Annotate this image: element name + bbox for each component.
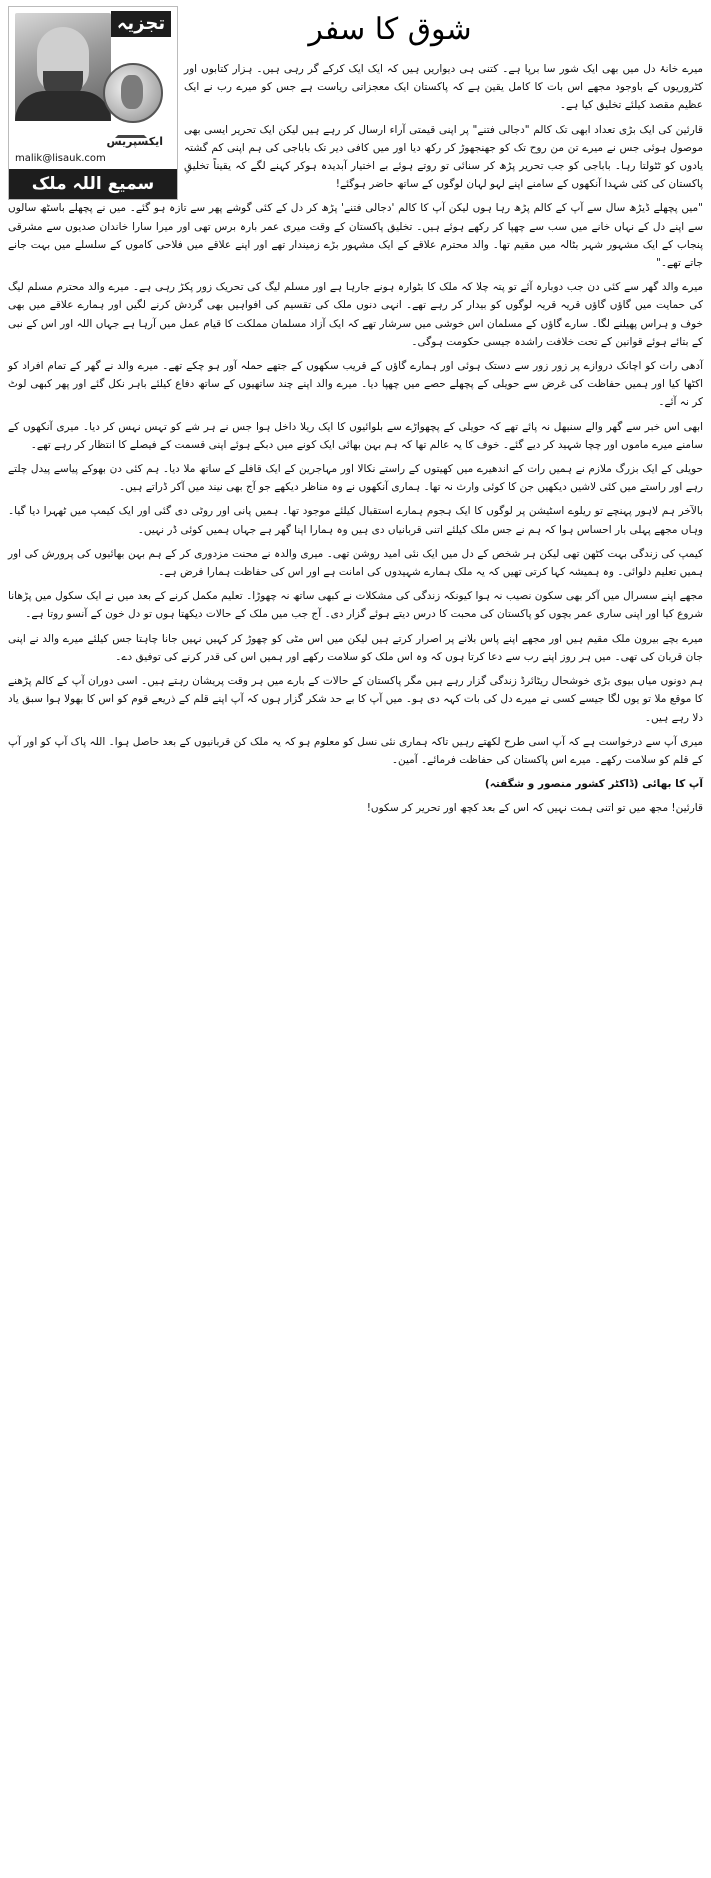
paragraph: میری آپ سے درخواست ہے کہ آپ اسی طرح لکھتے رہیں تاکہ ہماری نئی نسل کو معلوم ہو کہ یہ ملک کن قربانیوں کے بعد حاصل ہوا۔ اللہ پاک آپ کو اور آپ کے قلم کو سلامت رکھے۔ میرے اس پاکستان کی حفاظت فرمائے۔ آمین۔ <box>8 735 703 766</box>
paragraph: حویلی کے ایک بزرگ ملازم نے ہمیں رات کے اندھیرے میں کھیتوں کے راستے نکالا اور مہاجرین کے ایک قافلے کے ساتھ ملا دیا۔ ہم کئی دن بھوکے پیاسے پیدل چلتے رہے اور راستے میں کئی لاشیں دیکھیں جن کا کوئی وارث نہ تھا۔ ہماری آنکھوں نے وہ مناظر دیکھے جو آج بھی نیند میں آکر ڈراتے ہیں۔ <box>8 463 703 494</box>
article-title: شوق کا سفر <box>308 12 472 47</box>
paragraph: مجھے اپنے سسرال میں آکر بھی سکون نصیب نہ ہوا کیونکہ زندگی کی مشکلات نے کبھی ساتھ نہ چھوڑا۔ تعلیم مکمل کرنے کے بعد میں نے ایک سکول میں پڑھانا شروع کیا اور اپنی ساری عمر بچوں کو پاکستان کی محبت کا درس دیتے ہوئے گزار دی۔ آج جب میں ملک کے حالات دیکھتا ہوں تو دل خون کے آنسو روتا ہے۔ <box>8 590 703 621</box>
author-email[interactable]: malik@lisauk.com <box>15 153 106 164</box>
article-body <box>8 60 703 824</box>
paragraph: میرے خانۂ دل میں بھی ایک شور سا برپا ہے۔ کتنی ہی دیواریں ہیں کہ ایک ایک کرکے گر رہی ہیں۔ ہزار کتابوں اور کٹروریوں کے باوجود مجھے اس بات کا کامل یقین ہے کہ پاکستان ایک معجزاتی ریاست ہے جس کو میرے رب نے ایک عظیم مقصد کیلئے تخلیق کیا ہے۔ <box>184 63 703 112</box>
paragraph: بالآخر ہم لاہور پہنچے تو ریلوے اسٹیشن پر لوگوں کا ایک ہجوم ہمارے استقبال کیلئے موجود تھا۔ ہمیں پانی اور روٹی دی گئی اور ایک کیمپ میں ٹھہرا دیا گیا۔ وہاں مجھے پہلی بار احساس ہوا کہ ہم نے جس ملک کیلئے اتنی قربانیاں دی ہیں وہ ہمارا اپنا گھر ہے جہاں ہمیں کوئی ڈر نہیں۔ <box>8 505 703 536</box>
paragraph: میرے بچے بیرون ملک مقیم ہیں اور مجھے اپنے پاس بلانے پر اصرار کرتے ہیں لیکن میں اس مٹی کو چھوڑ کر کہیں نہیں جانا چاہتا جس کیلئے میرے والد نے اپنی جان قربان کی تھی۔ میں ہر روز اپنے رب سے دعا کرتا ہوں کہ وہ اس ملک کو سلامت رکھے اور ہمیں اس کی قدر کرنے کی توفیق دے۔ <box>8 632 703 663</box>
paragraph: ہم دونوں میاں بیوی بڑی خوشحال ریٹائرڈ زندگی گزار رہے ہیں مگر پاکستان کے حالات کے بارے میں ہر وقت پریشان رہتے ہیں۔ اسی دوران آپ کے کالم پڑھنے کا موقع ملا تو یوں لگا جیسے کسی نے میرے دل کی بات کہہ دی ہو۔ میں آپ کا بے حد شکر گزار ہوں کہ آپ اپنے قلم کے ذریعے قوم کو اس کا بھولا ہوا سبق یاد دلا رہے ہیں۔ <box>8 675 703 724</box>
paragraph: ابھی اس خبر سے گھر والے سنبھل نہ پائے تھے کہ حویلی کے پچھواڑے سے بلوائیوں کا ایک ریلا داخل ہوا جس نے ہر شے کو تہس نہس کر دیا۔ میری آنکھوں کے سامنے میرے ماموں اور چچا شہید کر دیے گئے۔ خوف کا یہ عالم تھا کہ ہم بہن بھائی ایک کونے میں دبکے ہوئے اپنی قسمت کے فیصلے کا انتظار کر رہے تھے۔ <box>8 420 703 451</box>
section-tag: تجزیہ <box>111 11 171 37</box>
newspaper-logo: ایکسپریس <box>106 135 163 148</box>
letter-signature: آپ کا بھائی (ڈاکٹر کشور منصور و شگفتہ) <box>484 778 703 791</box>
paragraph: قارئین کی ایک بڑی تعداد ابھی تک کالم "دجالی فتنے" پر اپنی قیمتی آراء ارسال کر رہے ہیں لیکن ایک تحریر ایسی بھی موصول ہوئی جس نے میرے تن من روح تک کو جھنجھوڑ کر رکھ دیا اور میں کافی دیر تک باباجی کی ہم اپنی کم گشتہ یادوں کو ٹٹولتا رہا۔ باباجی کو جب تحریر پڑھ کر سنائی تو روتے ہوئے بے اختیار آبدیدہ ہوکر کہنے لگے کہ یقیناً تخلیقِ پاکستان کی کئی شہدا آنکھوں کے سامنے اپنے لہو لہان لوگوں کے ساتھ حاضر ہوگئے! <box>184 123 703 191</box>
paragraph: "میں پچھلے ڈیڑھ سال سے آپ کے کالم پڑھ رہا ہوں لیکن آپ کا کالم 'دجالی فتنے' پڑھ کر دل کے کئی گوشے پھر سے تازہ ہو گئے۔ میں نے پچھلے باسٹھ سالوں سے اپنے دل کے نہاں خانے میں سب سے چھپا کر رکھے ہوئے ہیں۔ تخلیق پاکستان کے وقت میری عمر بارہ برس تھی اور میرا سارا خاندان صدیوں سے مشرقی پنجاب کے ایک مشہور شہر بٹالہ میں مقیم تھا۔ والد محترم علاقے کے ایک مشہور بڑے زمیندار تھے اور اپنے علاقے میں فلاحی کاموں کے سلسلے میں بہت جانے جاتے تھے۔" <box>8 202 703 270</box>
paragraph: میرے والد گھر سے کئی دن جب دوبارہ آئے تو پتہ چلا کہ ملک کا بٹوارہ ہونے جارہا ہے اور مسلم لیگ کی تحریک زور پکڑ رہی ہے۔ میرے والد محترم مسلم لیگ کی حمایت میں گاؤں گاؤں قریہ قریہ لوگوں کو بیدار کر رہے تھے۔ انہی دنوں ملک کی تقسیم کی افواہیں بھی گردش کرنے لگیں اور ہمارے علاقے میں بھی خوف و ہراس پھیلنے لگا۔ سارے گاؤں کے مسلمان اس خوشی میں سرشار تھے کہ ایک آزاد مسلمان مملکت کا قیام عمل میں آرہا ہے جہاں اللہ اور اس کے نبی کے بتائے ہوئے قوانین کے تحت خلافت راشدہ جیسی حکومت ہوگی۔ <box>8 281 703 348</box>
paragraph: آدھی رات کو اچانک دروازے پر زور زور سے دستک ہوئی اور ہمارے گاؤں کے قریب سکھوں کے جتھے حملہ آور ہو چکے تھے۔ میرے والد نے گھر کے تمام افراد کو اکٹھا کیا اور ہمیں حفاظت کی غرض سے حویلی کے پچھلے حصے میں چھپا دیا۔ میرے والد اپنے چند ساتھیوں کے ساتھ دفاع کیلئے باہر نکل گئے اور پھر کبھی لوٹ کر نہ آئے۔ <box>8 360 703 409</box>
closing-line: قارئین! مجھ میں تو اتنی ہمت نہیں کہ اس کے بعد کچھ اور تحریر کر سکوں! <box>366 802 703 815</box>
author-name: سمیع اللہ ملک <box>9 169 177 199</box>
paragraph: کیمپ کی زندگی بہت کٹھن تھی لیکن ہر شخص کے دل میں ایک نئی امید روشن تھی۔ میری والدہ نے محنت مزدوری کر کے ہم بہن بھائیوں کی پرورش کی اور ہمیں تعلیم دلوائی۔ وہ ہمیشہ کہا کرتی تھیں کہ یہ ملک ہمارے شہیدوں کی امانت ہے اور اس کی حفاظت ہمارا فرض ہے۔ <box>8 547 703 579</box>
